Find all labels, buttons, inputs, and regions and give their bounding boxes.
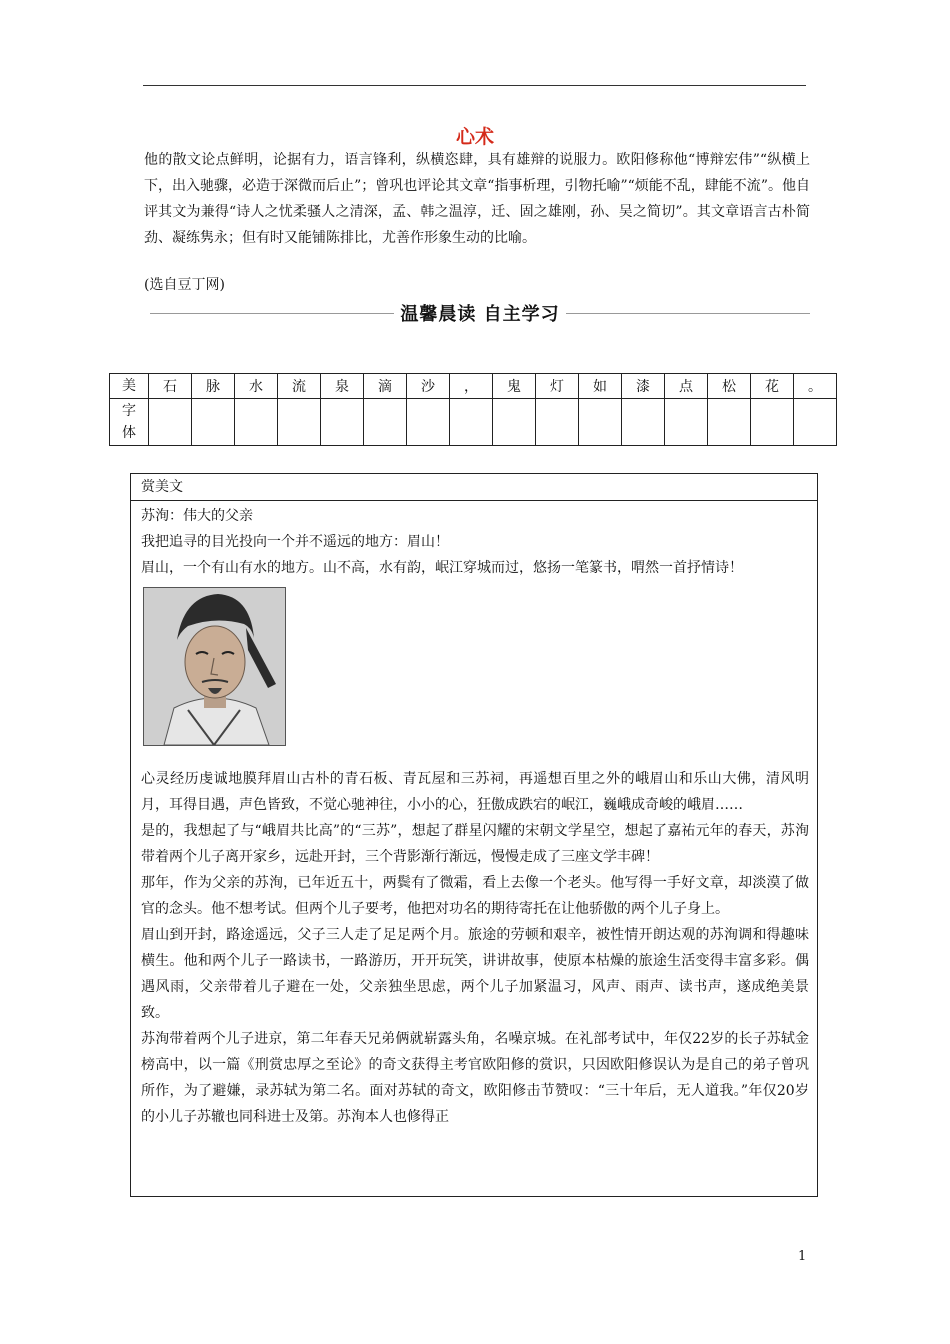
character-cell: 泉: [321, 374, 364, 399]
writing-cell[interactable]: [751, 399, 794, 446]
character-cell: 如: [579, 374, 622, 399]
writing-cell[interactable]: [192, 399, 235, 446]
writing-cell[interactable]: [493, 399, 536, 446]
character-cell: 点: [665, 374, 708, 399]
article-paragraph: 眉山，一个有山有水的地方。山不高，水有韵，岷江穿城而过，悠扬一笔篆书，喟然一首抒情诗！: [141, 560, 743, 576]
writing-row: [110, 399, 837, 446]
writing-cell[interactable]: [321, 399, 364, 446]
row-label-bottom: [110, 399, 149, 446]
writing-cell[interactable]: [536, 399, 579, 446]
character-cell: 松: [708, 374, 751, 399]
writing-cell[interactable]: [665, 399, 708, 446]
character-cell: 水: [235, 374, 278, 399]
character-cell: 。: [794, 374, 837, 399]
banner-left-rule: [150, 313, 394, 314]
article-paragraph: 我把追寻的目光投向一个并不遥远的地方：眉山！: [141, 534, 449, 550]
row-label-char: 字: [122, 403, 136, 419]
writing-cell[interactable]: [149, 399, 192, 446]
reading-box: [130, 473, 818, 1197]
writing-cell[interactable]: [407, 399, 450, 446]
character-cell: 流: [278, 374, 321, 399]
writing-cell[interactable]: [450, 399, 493, 446]
character-cell: 花: [751, 374, 794, 399]
page-number: 1: [798, 1249, 807, 1264]
calligraphy-practice-table: [109, 373, 837, 446]
writing-cell[interactable]: [235, 399, 278, 446]
writing-cell[interactable]: [794, 399, 837, 446]
character-cell: 沙: [407, 374, 450, 399]
writing-cell[interactable]: [364, 399, 407, 446]
writing-cell[interactable]: [278, 399, 321, 446]
section-banner: [150, 299, 810, 327]
character-cell: 滴: [364, 374, 407, 399]
writing-cell[interactable]: [622, 399, 665, 446]
su-xun-portrait: [143, 587, 286, 746]
intro-paragraph: 他的散文论点鲜明，论据有力，语言锋利，纵横恣肆，具有雄辩的说服力。欧阳修称他“博辩宏伟”“纵横上下，出入驰骤，必造于深微而后止”；曾巩也评论其文章“指事析理，引物托喻”“烦能不乱，肆能不流”。他自评其文为兼得“诗人之忧柔骚人之清深，孟、韩之温淳，迁、固之雄刚，孙、吴之简切”。其文章语言古朴简劲、凝练隽永；但有时又能铺陈排比，尤善作形象生动的比喻。: [144, 152, 810, 246]
banner-right-rule: [566, 313, 810, 314]
portrait-drawing: [144, 588, 285, 745]
reading-header: 赏美文: [131, 474, 817, 501]
character-cell: 漆: [622, 374, 665, 399]
character-cell: 石: [149, 374, 192, 399]
article-paragraph: 苏洵带着两个儿子进京，第二年春天兄弟俩就崭露头角，名噪京城。在礼部考试中，年仅22岁的长子苏轼金榜高中，以一篇《刑赏忠厚之至论》的奇文获得主考官欧阳修的赏识，只因欧阳修误认为是自己的弟子曾巩所作，为了避嫌，录苏轼为第二名。面对苏轼的奇文，欧阳修击节赞叹：“三十年后，无人道我。”年仅20岁的小儿子苏辙也同科进士及第。苏洵本人也修得正: [141, 1031, 809, 1125]
row-label-top: 美: [110, 374, 149, 399]
character-row: [110, 374, 837, 399]
article-paragraph: 心灵经历虔诚地膜拜眉山古朴的青石板、青瓦屋和三苏祠，再遥想百里之外的峨眉山和乐山大佛，清风明月，耳得目遇，声色皆致，不觉心驰神往，小小的心，狂傲成跌宕的岷江，巍峨成奇峻的峨眉……: [141, 771, 809, 813]
row-label-char: 体: [122, 425, 136, 441]
article-title: 苏洵：伟大的父亲: [141, 508, 253, 524]
character-cell: 鬼: [493, 374, 536, 399]
writing-cell[interactable]: [579, 399, 622, 446]
banner-title: 温馨晨读 自主学习: [400, 304, 560, 325]
character-cell: ，: [450, 374, 493, 399]
intro-source: (选自豆丁网): [144, 277, 225, 293]
writing-cell[interactable]: [708, 399, 751, 446]
article-paragraph: 眉山到开封，路途遥远，父子三人走了足足两个月。旅途的劳顿和艰辛，被性情开朗达观的苏洵调和得趣味横生。他和两个儿子一路读书，一路游历，开开玩笑，讲讲故事，使原本枯燥的旅途生活变得丰富多彩。偶遇风雨，父亲带着儿子避在一处，父亲独坐思虑，两个儿子加紧温习，风声、雨声、读书声，遂成绝美景致。: [141, 927, 809, 1021]
reading-body: [131, 501, 817, 1130]
character-cell: 灯: [536, 374, 579, 399]
page-title: 心术: [455, 126, 494, 148]
header-rule: [143, 85, 806, 86]
article-paragraph: 那年，作为父亲的苏洵，已年近五十，两鬓有了微霜，看上去像一个老头。他写得一手好文章，却淡漠了做官的念头。他不想考试。但两个儿子要考，他把对功名的期待寄托在让他骄傲的两个儿子身上。: [141, 875, 809, 917]
character-cell: 脉: [192, 374, 235, 399]
article-paragraph: 是的，我想起了与“峨眉共比高”的“三苏”，想起了群星闪耀的宋朝文学星空，想起了嘉祐元年的春天，苏洵带着两个儿子离开家乡，远赴开封，三个背影渐行渐远，慢慢走成了三座文学丰碑！: [141, 823, 809, 865]
